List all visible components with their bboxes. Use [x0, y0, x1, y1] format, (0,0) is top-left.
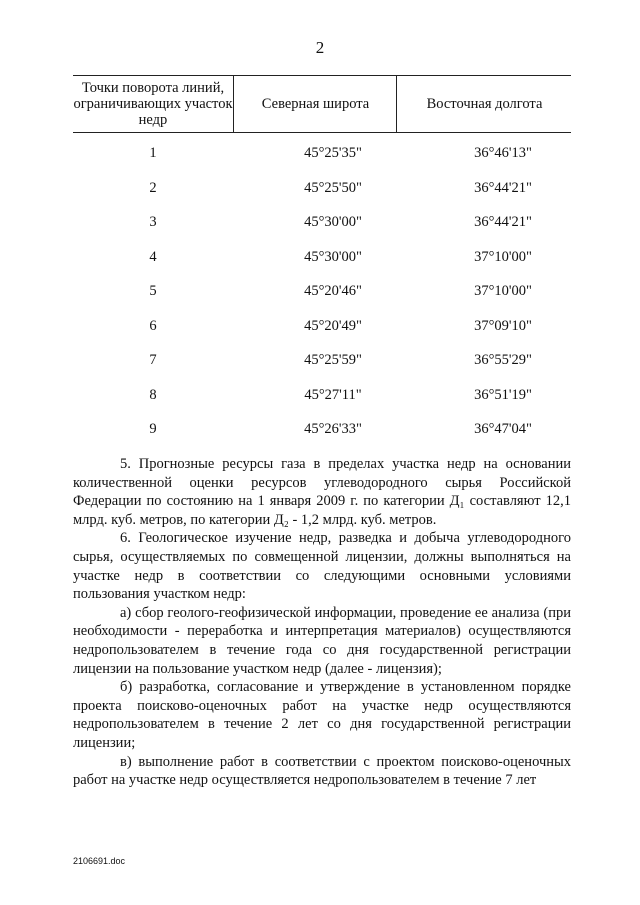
- longitude-cell: 36°46'13": [474, 145, 532, 161]
- longitude-cell: 36°55'29": [474, 352, 532, 368]
- page-number: 2: [315, 38, 325, 57]
- table-row: [73, 145, 571, 180]
- table-row: [73, 318, 571, 353]
- clause-c: в) выполнение работ в соответствии с проектом поисково-оценочных работ на участке недр осуществляется недропользователем в течение 7 лет: [73, 753, 571, 789]
- point-number: 8: [149, 386, 157, 403]
- paragraph-5-gas-resources: 5. Прогнозные ресурсы газа в пределах участка недр на основании количественной оценки ресурсов углеводородного сырья Российской Федерации по состоянию на 1 января 2009 г. по категории Д₁ составляют 12,1 млрд. куб. метров, по категории Д₂ - 1,2 млрд. куб. метров.: [73, 456, 571, 528]
- document-body: [73, 455, 571, 790]
- header-latitude: Северная широта: [233, 76, 397, 132]
- point-number: 2: [149, 179, 157, 196]
- longitude-cell: 36°44'21": [474, 214, 532, 230]
- table-row: [73, 283, 571, 318]
- latitude-cell: 45°25'35": [304, 145, 362, 161]
- point-number: 7: [149, 352, 157, 368]
- longitude-cell: 36°47'04": [474, 421, 532, 437]
- latitude-cell: 45°30'00": [304, 248, 362, 265]
- longitude-cell: 36°44'21": [474, 179, 532, 196]
- latitude-cell: 45°27'11": [304, 386, 362, 403]
- coordinates-table: [73, 75, 571, 437]
- latitude-cell: 45°30'00": [304, 214, 362, 230]
- latitude-cell: 45°26'33": [304, 421, 362, 437]
- point-number: 4: [149, 248, 157, 265]
- latitude-cell: 45°20'49": [304, 317, 362, 334]
- latitude-cell: 45°25'59": [304, 352, 362, 368]
- point-number: 9: [149, 421, 157, 437]
- table-row: [73, 421, 571, 456]
- paragraph-6-conditions: 6. Геологическое изучение недр, разведка и добыча углеводородного сырья, осуществляемых по совмещенной лицензии, должны выполняться на участке недр в соответствии со следующими основными условиями пользования участком недр:: [73, 530, 571, 603]
- header-longitude: Восточная долгота: [396, 76, 572, 132]
- longitude-cell: 36°51'19": [474, 386, 532, 403]
- latitude-cell: 45°25'50": [304, 179, 362, 196]
- longitude-cell: 37°10'00": [474, 248, 532, 265]
- longitude-cell: 37°10'00": [474, 283, 532, 299]
- longitude-cell: 37°09'10": [474, 317, 532, 334]
- header-points: Точки поворота линий, ограничивающих участок недр: [73, 80, 233, 128]
- document-filename: 2106691.doc: [73, 856, 126, 866]
- table-header: [73, 75, 571, 133]
- latitude-cell: 45°20'46": [304, 283, 362, 299]
- point-number: 1: [149, 145, 157, 161]
- table-row: [73, 214, 571, 249]
- clause-b: б) разработка, согласование и утверждение в установленном порядке проекта поисково-оценочных работ на участке недр осуществляются недропользователем в течение 2 лет со дня государственной регистрации лицензии;: [73, 679, 571, 751]
- point-number: 5: [149, 283, 157, 299]
- table-row: [73, 352, 571, 387]
- point-number: 6: [149, 317, 157, 334]
- table-row: [73, 249, 571, 284]
- table-row: [73, 387, 571, 422]
- clause-a: а) сбор геолого-геофизической информации, проведение ее анализа (при необходимости - переработка и интерпретация материалов) осуществляются недропользователем в течение года со дня государственной регистрации лицензии на пользование участком недр (далее - лицензия);: [73, 604, 571, 677]
- table-row: [73, 180, 571, 215]
- point-number: 3: [149, 214, 157, 230]
- table-body: [73, 145, 571, 456]
